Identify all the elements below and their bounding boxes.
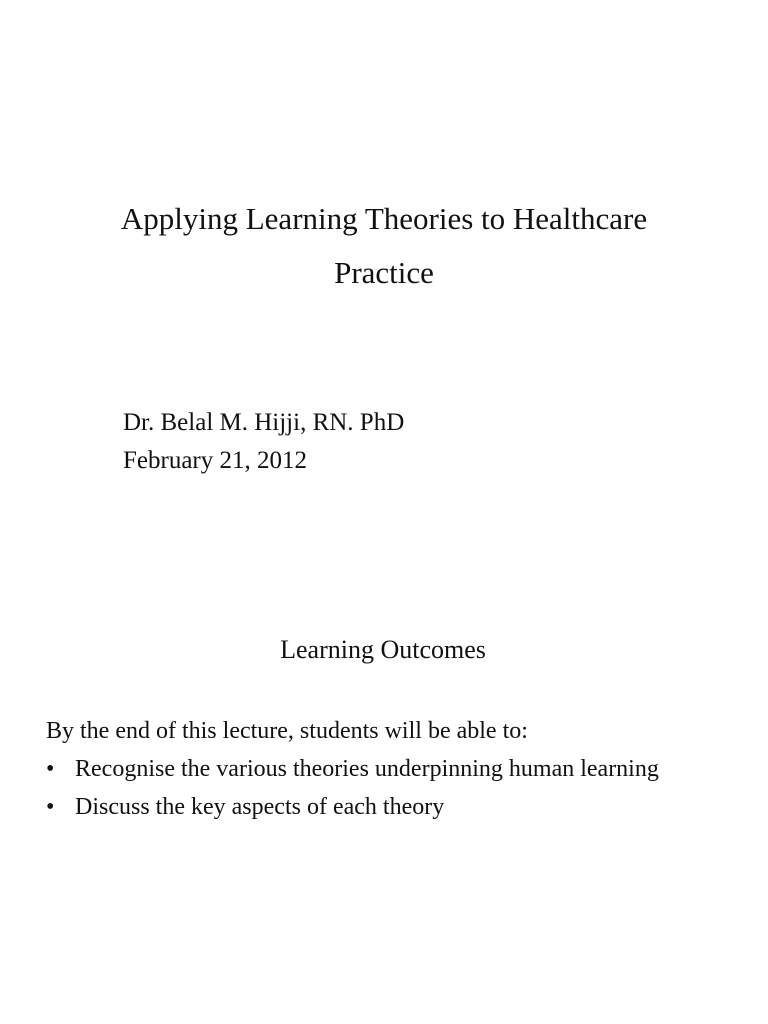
author-block — [123, 404, 404, 480]
bullet-icon: • — [46, 756, 55, 782]
slide-title-line-2: Practice — [334, 255, 434, 290]
list-item — [46, 788, 659, 826]
list-item-text: Recognise the various theories underpinning human learning — [75, 756, 659, 782]
learning-outcomes-heading: Learning Outcomes — [280, 635, 486, 664]
slide-title-line-1: Applying Learning Theories to Healthcare — [120, 201, 648, 236]
outcomes-intro: By the end of this lecture, students will be able to: — [46, 718, 528, 744]
list-item — [46, 750, 659, 788]
outcomes-list — [46, 750, 659, 826]
author-name: Dr. Belal M. Hijji, RN. PhD — [123, 409, 405, 436]
bullet-icon: • — [46, 794, 55, 820]
presentation-date: February 21, 2012 — [123, 447, 307, 474]
slide-title — [60, 192, 708, 300]
list-item-text: Discuss the key aspects of each theory — [75, 794, 445, 820]
